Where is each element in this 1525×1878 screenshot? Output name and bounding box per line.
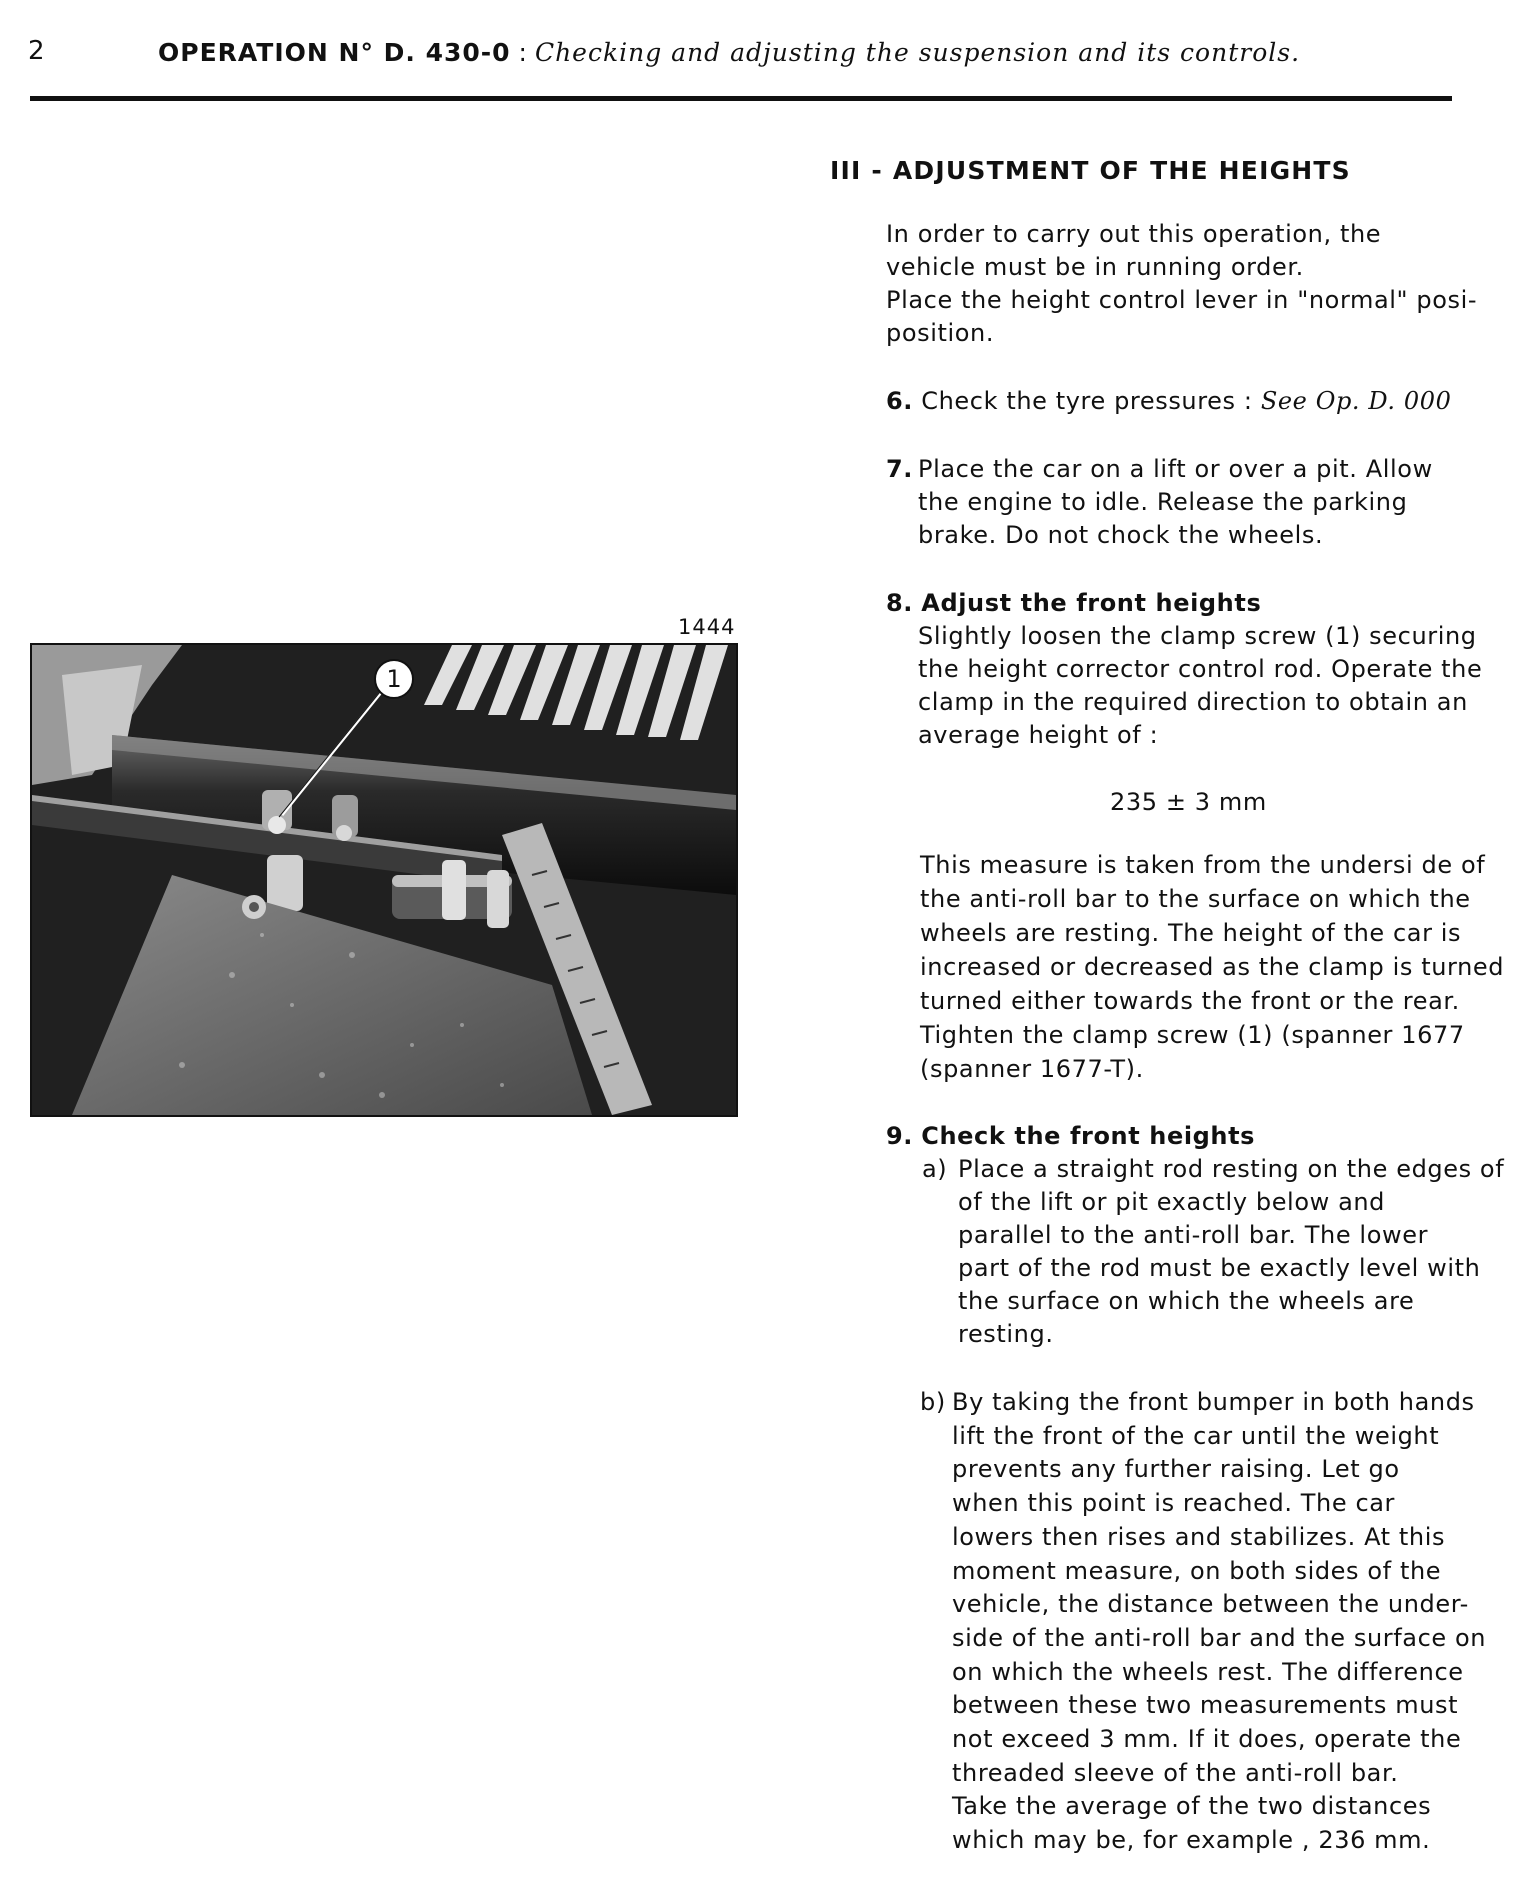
step-8-line: (spanner 1677-T).: [920, 1055, 1144, 1083]
step-9b-line: when this point is reached. The car: [952, 1489, 1396, 1518]
step-9b-line: lift the front of the car until the weight: [952, 1421, 1440, 1450]
step-9b-line: moment measure, on both sides of the: [952, 1556, 1442, 1585]
intro-paragraph: [886, 218, 1477, 350]
step-9b-line: not exceed 3 mm. If it does, operate the: [952, 1725, 1462, 1754]
step-9b-line: vehicle, the distance between the under-: [952, 1590, 1469, 1619]
step-9b-line: threaded sleeve of the anti-roll bar.: [952, 1758, 1399, 1787]
step-number: 6.: [886, 387, 914, 415]
step-number: 7.: [886, 455, 914, 483]
step-9: [886, 1120, 1255, 1153]
step-9b-line: on which the wheels rest. The difference: [952, 1657, 1464, 1686]
intro-line: In order to carry out this operation, the: [886, 220, 1382, 248]
step-9a-line: of the lift or pit exactly below and: [958, 1188, 1386, 1216]
step-number: 9.: [886, 1122, 914, 1150]
step-9a-line: parallel to the anti-roll bar. The lower: [958, 1221, 1429, 1249]
step-9b-line: By taking the front bumper in both hands: [952, 1388, 1475, 1416]
page-header: [158, 38, 1300, 67]
intro-line: vehicle must be in running order.: [886, 253, 1304, 281]
operation-code: OPERATION N° D. 430-0: [158, 38, 511, 67]
figure-number: 1444: [678, 615, 736, 639]
step-8-line: This measure is taken from the undersi de of: [920, 851, 1486, 879]
step-7-line: the engine to idle. Release the parking: [918, 488, 1408, 516]
suspension-photo: [30, 643, 738, 1117]
step-7-line: Place the car on a lift or over a pit. Allow: [918, 455, 1433, 483]
header-rule: [30, 96, 1452, 101]
step-8-measure-paragraph: [920, 848, 1504, 1086]
callout-number: 1: [386, 665, 402, 693]
callout-marker: [374, 659, 414, 699]
step-9a-line: part of the rod must be exactly level with: [958, 1254, 1481, 1282]
operation-subject: Checking and adjusting the suspension and its controls.: [534, 38, 1301, 67]
step-9b-label: b): [920, 1388, 946, 1416]
step-9b-line: which may be, for example , 236 mm.: [952, 1826, 1431, 1855]
step-8-line: Slightly loosen the clamp screw (1) securing: [918, 622, 1477, 650]
step-8-line: the anti-roll bar to the surface on which the: [920, 885, 1471, 913]
average-height-value: 235 ± 3 mm: [1110, 788, 1267, 816]
step-8-line: Tighten the clamp screw (1) (spanner 1677: [920, 1021, 1465, 1049]
step-9b-line: lowers then rises and stabilizes. At this: [952, 1522, 1446, 1551]
step-8: [886, 587, 1482, 752]
step-7-line: brake. Do not chock the wheels.: [918, 521, 1324, 549]
step-9a-line: the surface on which the wheels are: [958, 1287, 1415, 1315]
step-8-line: wheels are resting. The height of the car is: [920, 919, 1462, 947]
step-9b-line: prevents any further raising. Let go: [952, 1455, 1400, 1484]
step-8-line: clamp in the required direction to obtain an: [918, 688, 1468, 716]
step-9b-line: side of the anti-roll bar and the surface on: [952, 1623, 1487, 1652]
step-8-line: turned either towards the front or the rear.: [920, 987, 1460, 1015]
step-6-reference: See Op. D. 000: [1260, 387, 1452, 415]
step-9b-line: Take the average of the two distances: [952, 1792, 1432, 1821]
step-8-title: Adjust the front heights: [921, 589, 1262, 617]
step-9b-line: between these two measurements must: [952, 1691, 1459, 1720]
step-9a-label: a): [922, 1155, 948, 1183]
intro-line: position.: [886, 319, 995, 347]
section-title: III - ADJUSTMENT OF THE HEIGHTS: [830, 156, 1351, 185]
step-6-text: Check the tyre pressures :: [921, 387, 1253, 415]
header-separator: :: [518, 38, 527, 67]
page-number: 2: [28, 36, 45, 66]
step-6: [886, 385, 1451, 418]
step-9-title: Check the front heights: [921, 1122, 1256, 1150]
step-number: 8.: [886, 589, 914, 617]
intro-line: Place the height control lever in "normal" posi-: [886, 286, 1478, 314]
step-8-line: the height corrector control rod. Operate the: [918, 655, 1483, 683]
step-9a-line: Place a straight rod resting on the edges of: [958, 1155, 1505, 1183]
step-8-line: average height of :: [918, 721, 1159, 749]
step-8-line: increased or decreased as the clamp is turned: [920, 953, 1505, 981]
step-9a-line: resting.: [958, 1320, 1054, 1348]
